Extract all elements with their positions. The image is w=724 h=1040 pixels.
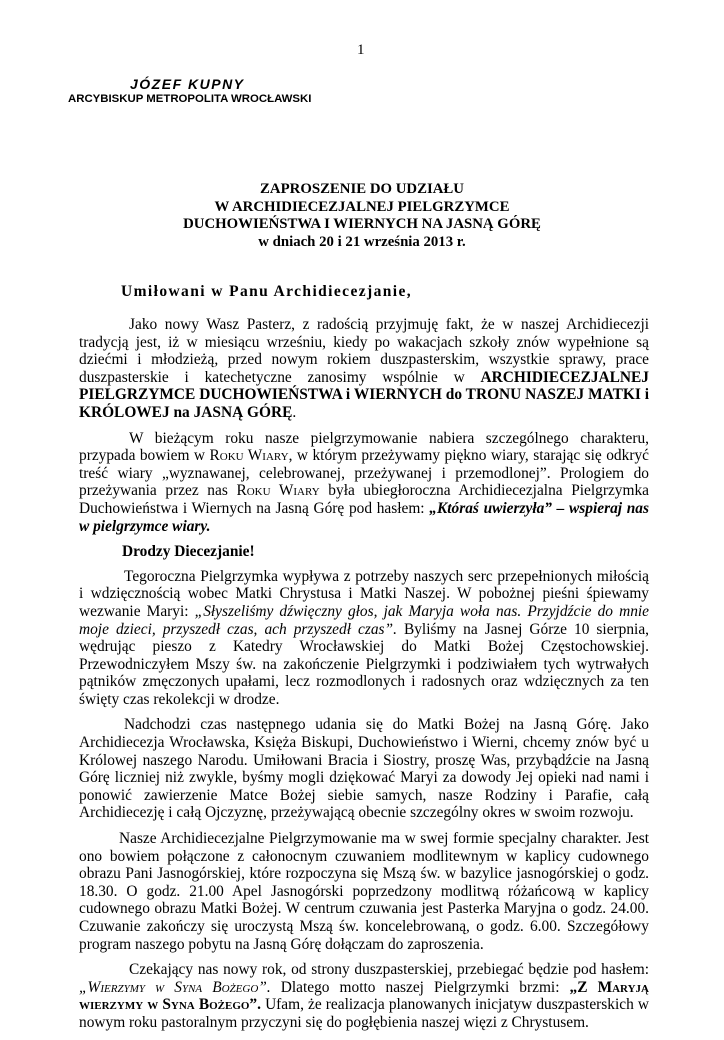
- paragraph-text: W bieżącym roku nasze pielgrzymowanie nabiera szczególnego charakteru, przypada bowiem w: [79, 429, 649, 465]
- pilgrimage-name: ARCHIDIECEZJALNEJ PIELGRZYMCE DUCHOWIEŃSTWA i WIERNYCH do TRONU NASZEJ MATKI i KRÓLOWEJ na JASNĄ GÓRĘ: [79, 368, 649, 421]
- heading-line: ZAPROSZENIE DO UDZIAŁU: [260, 181, 464, 197]
- paragraph-1: [79, 316, 649, 422]
- paragraph-5: Nasze Archidiecezjalne Pielgrzymowanie ma w swej formie specjalny charakter. Jest ono bowiem połączone z całonocnym czuwaniem modlitewnym w kaplicy cudownego obrazu Pani Jasnogórskiej, które rozpoczyna się Mszą św. w bazylice jasnogórskiej o godz. 18.30. O godz. 21.00 Apel Jasnogórski poprzedzony modlitwą różańcową w kaplicy cudownego obrazu Matki Bożej. W centrum czuwania jest Pasterka Maryjna o godz. 24.00. Czuwanie zakończy się uroczystą Mszą św. koncelebrowaną, o godz. 6.00. Szczegółowy program naszego pobytu na Jasną Górę dołączam do zaproszenia.: [79, 830, 649, 953]
- paragraph-6: [79, 961, 649, 1031]
- page-number: 1: [357, 42, 365, 58]
- hymn-quote: „Słyszeliśmy dźwięczny głos, jak Maryja woła nas. Przyjdźcie do mnie moje dzieci, przyszedł czas, ach przyszedł czas”.: [79, 602, 649, 638]
- previous-motto: „Któraś uwierzyła” – wspieraj nas w pielgrzymce wiary.: [79, 499, 649, 535]
- pastoral-motto: „Wierzymy w Syna Bożego”.: [79, 978, 271, 996]
- paragraph-text: Jako nowy Wasz Pasterz, z radością przyjmuję fakt, że w naszej Archidiecezji tradycją jest, iż w miesiącu wrześniu, kiedy po wakacjach szkoły znów wypełnione są dziećmi i młodzieżą, przed nowym rokiem duszpasterskim, wszystkie sprawy, prace duszpasterskie i katechetyczne zanosimy wspólnie w: [79, 316, 649, 386]
- paragraph-4: Nadchodzi czas następnego udania się do Matki Bożej na Jasną Górę. Jako Archidiecezja Wrocławska, Księża Biskupi, Duchowieństwo i Wierni, chcemy znów być u Królowej naszego Narodu. Umiłowani Bracia i Siostry, proszę Was, przybądźcie na Jasną Górę liczniej niż zwykle, byśmy mogli dziękować Maryi za dowody Jej opieki nad nami i ponowić zawierzenie Matce Bożej siebie samych, nasze Rodziny i Parafie, całą Archidiecezję i całą Ojczyznę, przeżywającą obecnie szczególny okres w swoim rozwoju.: [79, 716, 649, 822]
- heading-date: w dniach 20 i 21 września 2013 r.: [258, 234, 466, 251]
- heading-line: W ARCHIDIECEZJALNEJ PIELGRZYMCE: [214, 198, 510, 215]
- paragraph-2: [79, 430, 649, 536]
- year-of-faith: Roku Wiary: [209, 447, 289, 465]
- paragraph-3: [79, 568, 649, 709]
- author-name: JÓZEF KUPNY: [130, 76, 245, 92]
- paragraph-text: .: [292, 403, 297, 421]
- letter-body: [79, 316, 649, 1040]
- heading-line: DUCHOWIEŃSTWA I WIERNYCH NA JASNĄ GÓRĘ: [183, 216, 541, 233]
- paragraph-text: , w którym przeżywamy piękno wiary, starając się odkryć treść wiary „wyznawanej, celebrowanej, przeżywanej i przemodlonej”. Prologiem do przeżywania przez nas: [79, 447, 649, 500]
- sub-salutation: Drodzy Diecezjanie!: [122, 543, 255, 561]
- paragraph-text: Tegoroczna Pielgrzymka wypływa z potrzeby naszych serc przepełnionych miłością i wdzięcznością wobec Matki Chrystusa i Matki Naszej. W pobożnej pieśni śpiewamy wezwanie Maryi:: [79, 567, 649, 620]
- paragraph-text: była ubiegłoroczna Archidiecezjalna Pielgrzymka Duchowieństwa i Wiernych na Jasną Górę pod hasłem:: [79, 482, 649, 517]
- year-of-faith: Roku Wiary: [236, 482, 320, 500]
- paragraph-text: Byliśmy na Jasnej Górze 10 sierpnia, wędrując pieszo z Katedry Wrocławskiej do Matki Bożej Częstochowskiej. Przewodniczyłem Mszy św. na zakończenie Pielgrzymki i podziwiałem tych wytrwałych pątników zmęczonych upałami, lecz rozmodlonych i radosnych oraz wdzięcznych za ten święty czas rekolekcji w drodze.: [79, 620, 650, 708]
- paragraph-text: Ufam, że realizacja planowanych inicjatyw duszpasterskich w nowym roku pastoralnym przyczyni się do pogłębienia naszej więzi z Chrystusem.: [79, 996, 649, 1031]
- author-title: ARCYBISKUP METROPOLITA WROCŁAWSKI: [68, 93, 312, 105]
- paragraph-text: Dlatego motto naszej Pielgrzymki brzmi:: [270, 978, 570, 996]
- document-heading: [60, 181, 664, 252]
- paragraph-text: Czekający nas nowy rok, od strony duszpasterskiej, przebiegać będzie pod hasłem:: [129, 961, 649, 979]
- pilgrimage-motto: „Z Maryją wierzymy w Syna Bożego”.: [79, 978, 649, 1014]
- salutation: Umiłowani w Panu Archidiecezjanie,: [121, 283, 412, 300]
